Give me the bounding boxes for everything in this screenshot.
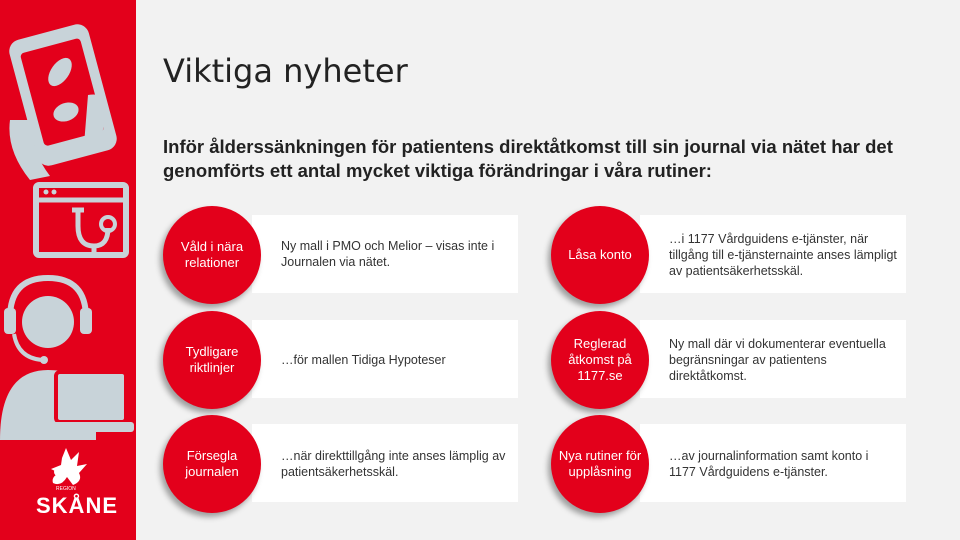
item-label: Våld i nära relationer: [180, 239, 244, 270]
item-text: …för mallen Tidiga Hypoteser: [281, 353, 446, 367]
item-label: Reglerad åtkomst på 1177.se: [568, 336, 632, 383]
item-label: Tydligare riktlinjer: [185, 344, 239, 375]
item-circle: [551, 415, 649, 513]
sidebar-illustrations: [0, 0, 136, 540]
item-text: Ny mall i PMO och Melior – visas inte i Journalen via nätet.: [281, 239, 495, 269]
item-label: Nya rutiner för upplåsning: [558, 448, 642, 479]
item-text: …när direkttillgång inte anses lämplig av patientsäkerhetsskäl.: [281, 449, 506, 479]
item-text: …av journalinformation samt konto i 1177 Vårdguidens e-tjänster.: [669, 449, 869, 479]
item-circle: [551, 206, 649, 304]
browser-stethoscope-icon: [36, 185, 126, 255]
smartphone-pills-icon: [7, 22, 120, 180]
item-circle: [551, 311, 649, 409]
item-text: …i 1177 Vårdguidens e-tjänster, när tillgång till e-tjänsternainte anses lämpligt av patientsäkerhetsskäl.: [669, 232, 897, 278]
sidebar: [0, 0, 136, 540]
support-agent-laptop-icon: [0, 278, 134, 440]
item-label: Försegla journalen: [185, 448, 239, 479]
item-circle: [163, 415, 261, 513]
item-label: Låsa konto: [568, 247, 632, 262]
page-title: Viktiga nyheter: [163, 52, 408, 90]
item-circle: [163, 206, 261, 304]
item-circle: [163, 311, 261, 409]
logo-text: SKÅNE: [36, 493, 119, 518]
item-text: Ny mall där vi dokumenterar eventuella begränsningar av patientens direktåtkomst.: [669, 337, 886, 383]
intro-text: Inför ålderssänkningen för patientens direktåtkomst till sin journal via nätet har det genomförts ett antal mycket viktiga förändringar i våra rutiner:: [163, 136, 893, 181]
logo-small-text: REGION: [56, 486, 76, 492]
region-skane-logo: [51, 448, 87, 485]
